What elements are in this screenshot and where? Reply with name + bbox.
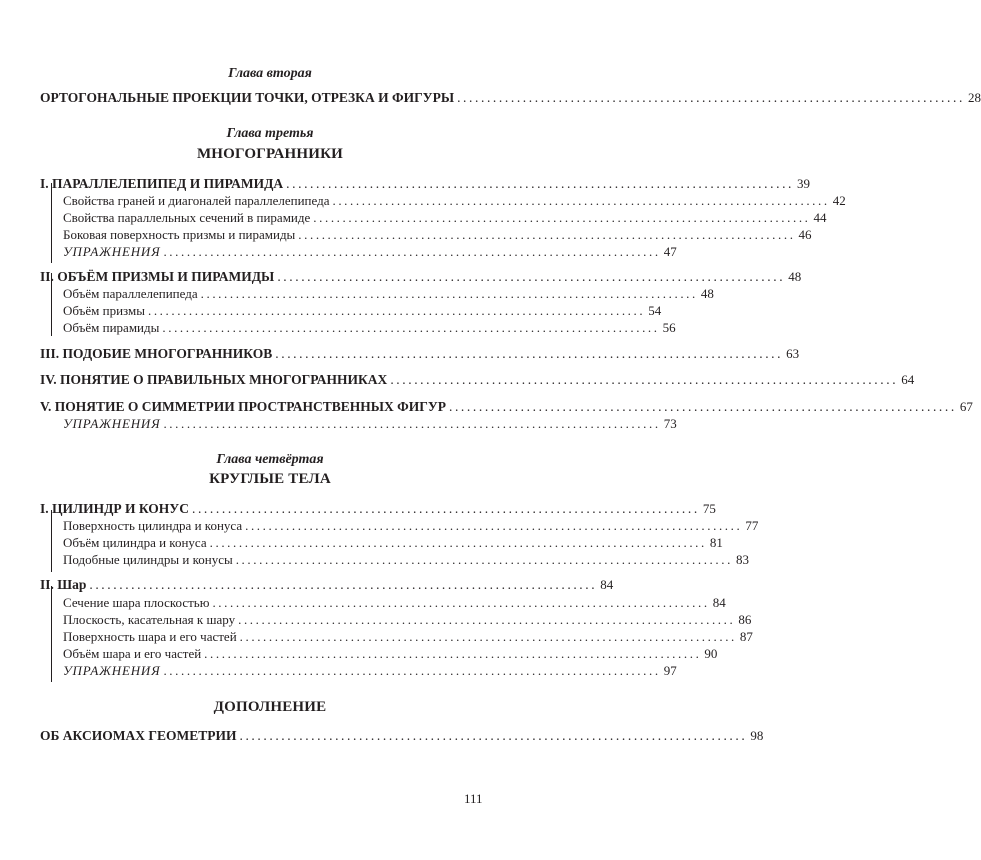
toc-page-number: 54: [648, 303, 662, 318]
toc-entry-text: Объём призмы: [63, 303, 145, 318]
toc-entry-text: II. Шар: [40, 577, 87, 592]
toc-entry-orthogonal-projections[interactable]: [40, 89, 981, 107]
toc-entry-text: Поверхность цилиндра и конуса: [63, 518, 243, 533]
section-bracket-line: [51, 510, 52, 572]
toc-entry-text: ОБ АКСИОМАХ ГЕОМЕТРИИ: [40, 728, 237, 743]
toc-entry[interactable]: [63, 645, 718, 663]
dot-leader: .....................................................................................: [147, 303, 646, 318]
toc-section-similarity[interactable]: [40, 345, 800, 363]
dot-leader: .....................................................................................: [286, 176, 795, 191]
dot-leader: .....................................................................................: [200, 286, 698, 301]
toc-entry-text: Подобные цилиндры и конусы: [63, 552, 233, 567]
toc-entry[interactable]: [63, 551, 749, 569]
toc-entry[interactable]: [63, 285, 714, 303]
dot-leader: .....................................................................................: [238, 612, 736, 627]
dot-leader: .....................................................................................: [89, 577, 598, 592]
toc-entry[interactable]: [63, 192, 846, 210]
toc-page-number: 28: [967, 90, 981, 105]
toc-entry-text: IV. ПОНЯТИЕ О ПРАВИЛЬНЫХ МНОГОГРАННИКАХ: [40, 372, 388, 387]
toc-entry-text: Объём цилиндра и конуса: [63, 535, 207, 550]
toc-page-number: 86: [738, 612, 752, 627]
toc-page-number: 97: [663, 663, 677, 678]
toc-page-number: 98: [750, 728, 764, 743]
chapter-4-label: Глава четвёртая: [216, 452, 324, 467]
dot-leader: .....................................................................................: [313, 210, 811, 225]
toc-page-number: 56: [662, 320, 676, 335]
toc-entry[interactable]: [63, 534, 723, 552]
section-bracket-line: [51, 586, 52, 682]
dot-leader: .....................................................................................: [390, 372, 899, 387]
dot-leader: .....................................................................................: [457, 90, 965, 105]
toc-page-number: 64: [901, 372, 915, 387]
toc-page-number: 39: [797, 176, 811, 191]
dot-leader: .....................................................................................: [209, 535, 707, 550]
toc-section-sphere[interactable]: [40, 576, 614, 594]
dot-leader: .....................................................................................: [298, 227, 796, 242]
toc-entry-text: УПРАЖНЕНИЯ: [63, 244, 161, 259]
toc-entry-text: Свойства параллельных сечений в пирамиде: [63, 210, 311, 225]
toc-page-number: 90: [704, 646, 718, 661]
toc-page-number: 63: [786, 346, 800, 361]
toc-entry[interactable]: [63, 628, 753, 646]
toc-page-number: 67: [959, 399, 973, 414]
chapter-2-label: Глава вторая: [228, 66, 312, 81]
toc-page-number: 84: [600, 577, 614, 592]
toc-entry-text: Свойства граней и диагоналей параллелепипеда: [63, 193, 330, 208]
toc-entry-text: Плоскость, касательная к шару: [63, 612, 236, 627]
toc-page-number: 47: [663, 244, 677, 259]
toc-entry-axioms[interactable]: [40, 727, 764, 745]
page-folio: 111: [464, 791, 483, 806]
chapter-4-title: КРУГЛЫЕ ТЕЛА: [209, 471, 331, 487]
toc-page-number: 48: [788, 269, 802, 284]
toc-entry-exercises[interactable]: [63, 243, 677, 261]
toc-section-cylinder-cone[interactable]: [40, 500, 716, 518]
toc-entry[interactable]: [63, 611, 752, 629]
section-bracket-line: [51, 183, 52, 263]
toc-entry-text: УПРАЖНЕНИЯ: [63, 663, 161, 678]
toc-page-number: 87: [739, 629, 753, 644]
toc-section-symmetry[interactable]: [40, 398, 973, 416]
toc-page-number: 42: [832, 193, 846, 208]
toc-entry-text: II. ОБЪЁМ ПРИЗМЫ И ПИРАМИДЫ: [40, 269, 275, 284]
dot-leader: .....................................................................................: [204, 646, 702, 661]
toc-entry-text: Боковая поверхность призмы и пирамиды: [63, 227, 296, 242]
toc-entry[interactable]: [63, 517, 759, 535]
toc-page-number: 84: [712, 595, 726, 610]
chapter-3-label: Глава третья: [226, 126, 314, 141]
dot-leader: .....................................................................................: [162, 320, 660, 335]
toc-page-number: 77: [745, 518, 759, 533]
dot-leader: .....................................................................................: [191, 501, 700, 516]
toc-entry-text: УПРАЖНЕНИЯ: [63, 416, 161, 431]
toc-section-regular-polyhedra[interactable]: [40, 371, 915, 389]
toc-entry-exercises[interactable]: [63, 662, 677, 680]
dot-leader: .....................................................................................: [235, 552, 733, 567]
toc-page-number: 75: [702, 501, 716, 516]
dot-leader: .....................................................................................: [245, 518, 743, 533]
toc-entry-exercises[interactable]: [63, 415, 677, 433]
toc-entry-text: Объём параллелепипеда: [63, 286, 198, 301]
toc-entry[interactable]: [63, 209, 827, 227]
toc-page-number: 83: [735, 552, 749, 567]
dot-leader: .....................................................................................: [163, 416, 661, 431]
toc-entry-text: ОРТОГОНАЛЬНЫЕ ПРОЕКЦИИ ТОЧКИ, ОТРЕЗКА И ФИГУРЫ: [40, 90, 455, 105]
toc-entry[interactable]: [63, 594, 726, 612]
dot-leader: .....................................................................................: [239, 629, 737, 644]
toc-page-number: 48: [700, 286, 714, 301]
dot-leader: .....................................................................................: [212, 595, 710, 610]
toc-entry-text: Объём шара и его частей: [63, 646, 202, 661]
toc-entry[interactable]: [63, 302, 662, 320]
toc-section-parallelepiped[interactable]: [40, 175, 811, 193]
toc-entry-text: Поверхность шара и его частей: [63, 629, 237, 644]
dot-leader: .....................................................................................: [239, 728, 748, 743]
toc-entry-text: III. ПОДОБИЕ МНОГОГРАННИКОВ: [40, 346, 273, 361]
toc-entry-text: Объём пирамиды: [63, 320, 160, 335]
toc-entry[interactable]: [63, 319, 676, 337]
dot-leader: .....................................................................................: [275, 346, 784, 361]
toc-entry-text: I. ПАРАЛЛЕЛЕПИПЕД И ПИРАМИДА: [40, 176, 284, 191]
toc-page-number: 44: [813, 210, 827, 225]
chapter-3-title: МНОГОГРАННИКИ: [196, 146, 344, 162]
toc-page-number: 46: [798, 227, 812, 242]
toc-page-number: 73: [663, 416, 677, 431]
toc-entry-text: V. ПОНЯТИЕ О СИММЕТРИИ ПРОСТРАНСТВЕННЫХ ФИГУР: [40, 399, 446, 414]
dot-leader: .....................................................................................: [163, 244, 661, 259]
dot-leader: .....................................................................................: [163, 663, 661, 678]
toc-section-volume[interactable]: [40, 268, 802, 286]
toc-page-number: 81: [709, 535, 723, 550]
toc-entry-text: I. ЦИЛИНДР И КОНУС: [40, 501, 189, 516]
toc-entry-text: Сечение шара плоскостью: [63, 595, 210, 610]
appendix-title: ДОПОЛНЕНИЕ: [213, 699, 327, 715]
dot-leader: .....................................................................................: [448, 399, 957, 414]
dot-leader: .....................................................................................: [277, 269, 786, 284]
toc-entry[interactable]: [63, 226, 812, 244]
dot-leader: .....................................................................................: [332, 193, 830, 208]
